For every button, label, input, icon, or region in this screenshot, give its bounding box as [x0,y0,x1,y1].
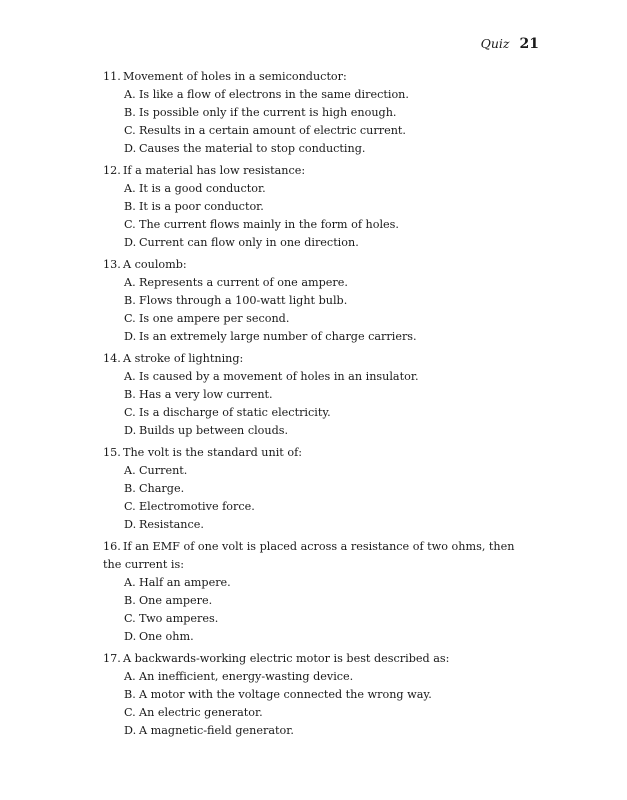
question-number: 14. [103,352,121,365]
choice-a [124,368,523,386]
choice-a [124,574,523,592]
question-text [103,68,523,86]
choice-text: One ampere. [139,594,213,607]
question-text [103,350,523,368]
choice-b [124,592,523,610]
choice-list [103,668,523,740]
question-text [103,162,523,180]
choice-letter: A. [124,370,136,383]
question-14 [103,350,523,440]
choice-b [124,104,523,122]
choice-letter: A. [124,670,136,683]
choice-text: Electromotive force. [139,500,255,513]
choice-d [124,722,523,740]
choice-b [124,386,523,404]
choice-a [124,668,523,686]
choice-text: Two amperes. [139,612,219,625]
question-11 [103,68,523,158]
choice-list [103,574,523,646]
choice-b [124,480,523,498]
choice-text: Current can flow only in one direction. [139,236,359,249]
choice-text: One ohm. [139,630,194,643]
choice-letter: C. [124,612,136,625]
question-number: 15. [103,446,121,459]
choice-letter: A. [124,464,136,477]
choice-text: Half an ampere. [139,576,231,589]
question-prompt: A backwards-working electric motor is best described as: [123,652,450,665]
question-15 [103,444,523,534]
choice-text: Causes the material to stop conducting. [139,142,366,155]
quiz-questions [103,68,523,744]
question-prompt: The volt is the standard unit of: [123,446,302,459]
choice-list [103,274,523,346]
choice-c [124,404,523,422]
choice-b [124,198,523,216]
choice-d [124,516,523,534]
choice-letter: C. [124,218,136,231]
choice-letter: A. [124,276,136,289]
choice-letter: D. [124,630,137,643]
question-text [103,444,523,462]
choice-text: The current flows mainly in the form of holes. [139,218,399,231]
page-number: 21 [519,36,539,52]
choice-letter: B. [124,482,136,495]
choice-letter: D. [124,236,137,249]
choice-c [124,122,523,140]
choice-text: Represents a current of one ampere. [139,276,348,289]
choice-letter: B. [124,594,136,607]
choice-text: Is one ampere per second. [139,312,290,325]
question-prompt: A stroke of lightning: [123,352,244,365]
section-title: Quiz [480,36,510,51]
choice-d [124,328,523,346]
choice-text: Has a very low current. [139,388,273,401]
question-16 [103,538,523,646]
choice-text: It is a good conductor. [139,182,266,195]
choice-letter: A. [124,88,136,101]
choice-text: It is a poor conductor. [139,200,264,213]
question-prompt: If an EMF of one volt is placed across a resistance of two ohms, then the current is: [103,540,515,571]
question-prompt: A coulomb: [123,258,187,271]
choice-text: Is caused by a movement of holes in an insulator. [139,370,419,383]
question-number: 12. [103,164,121,177]
choice-letter: A. [124,182,136,195]
choice-c [124,310,523,328]
choice-letter: C. [124,406,136,419]
choice-list [103,180,523,252]
page-header [481,36,539,52]
question-number: 17. [103,652,121,665]
choice-text: Builds up between clouds. [139,424,289,437]
choice-text: A motor with the voltage connected the wrong way. [139,688,432,701]
choice-a [124,180,523,198]
choice-b [124,686,523,704]
choice-text: Charge. [139,482,185,495]
choice-letter: D. [124,424,137,437]
choice-text: Results in a certain amount of electric current. [139,124,406,137]
choice-letter: C. [124,706,136,719]
choice-d [124,628,523,646]
choice-text: Is possible only if the current is high enough. [139,106,397,119]
choice-a [124,274,523,292]
choice-letter: C. [124,124,136,137]
choice-letter: D. [124,330,137,343]
question-prompt: Movement of holes in a semiconductor: [123,70,347,83]
choice-list [103,86,523,158]
choice-d [124,140,523,158]
question-text [103,256,523,274]
question-prompt: If a material has low resistance: [123,164,306,177]
question-number: 13. [103,258,121,271]
choice-a [124,86,523,104]
choice-d [124,422,523,440]
choice-c [124,216,523,234]
choice-text: Is a discharge of static electricity. [139,406,331,419]
choice-text: An electric generator. [139,706,263,719]
choice-c [124,498,523,516]
choice-letter: C. [124,312,136,325]
question-number: 16. [103,540,121,553]
choice-letter: B. [124,388,136,401]
choice-text: Flows through a 100-watt light bulb. [139,294,348,307]
question-text [103,538,523,574]
choice-d [124,234,523,252]
choice-letter: B. [124,200,136,213]
choice-letter: A. [124,576,136,589]
choice-letter: C. [124,500,136,513]
choice-letter: D. [124,518,137,531]
choice-text: An inefficient, energy-wasting device. [139,670,354,683]
question-number: 11. [103,70,121,83]
question-17 [103,650,523,740]
choice-letter: B. [124,106,136,119]
choice-text: A magnetic-field generator. [139,724,294,737]
choice-c [124,704,523,722]
choice-text: Resistance. [139,518,204,531]
choice-a [124,462,523,480]
question-text [103,650,523,668]
choice-list [103,368,523,440]
choice-text: Current. [139,464,188,477]
choice-letter: B. [124,688,136,701]
choice-list [103,462,523,534]
choice-letter: D. [124,724,137,737]
question-13 [103,256,523,346]
question-12 [103,162,523,252]
choice-letter: D. [124,142,137,155]
choice-text: Is like a flow of electrons in the same direction. [139,88,409,101]
choice-c [124,610,523,628]
choice-b [124,292,523,310]
choice-letter: B. [124,294,136,307]
choice-text: Is an extremely large number of charge carriers. [139,330,417,343]
